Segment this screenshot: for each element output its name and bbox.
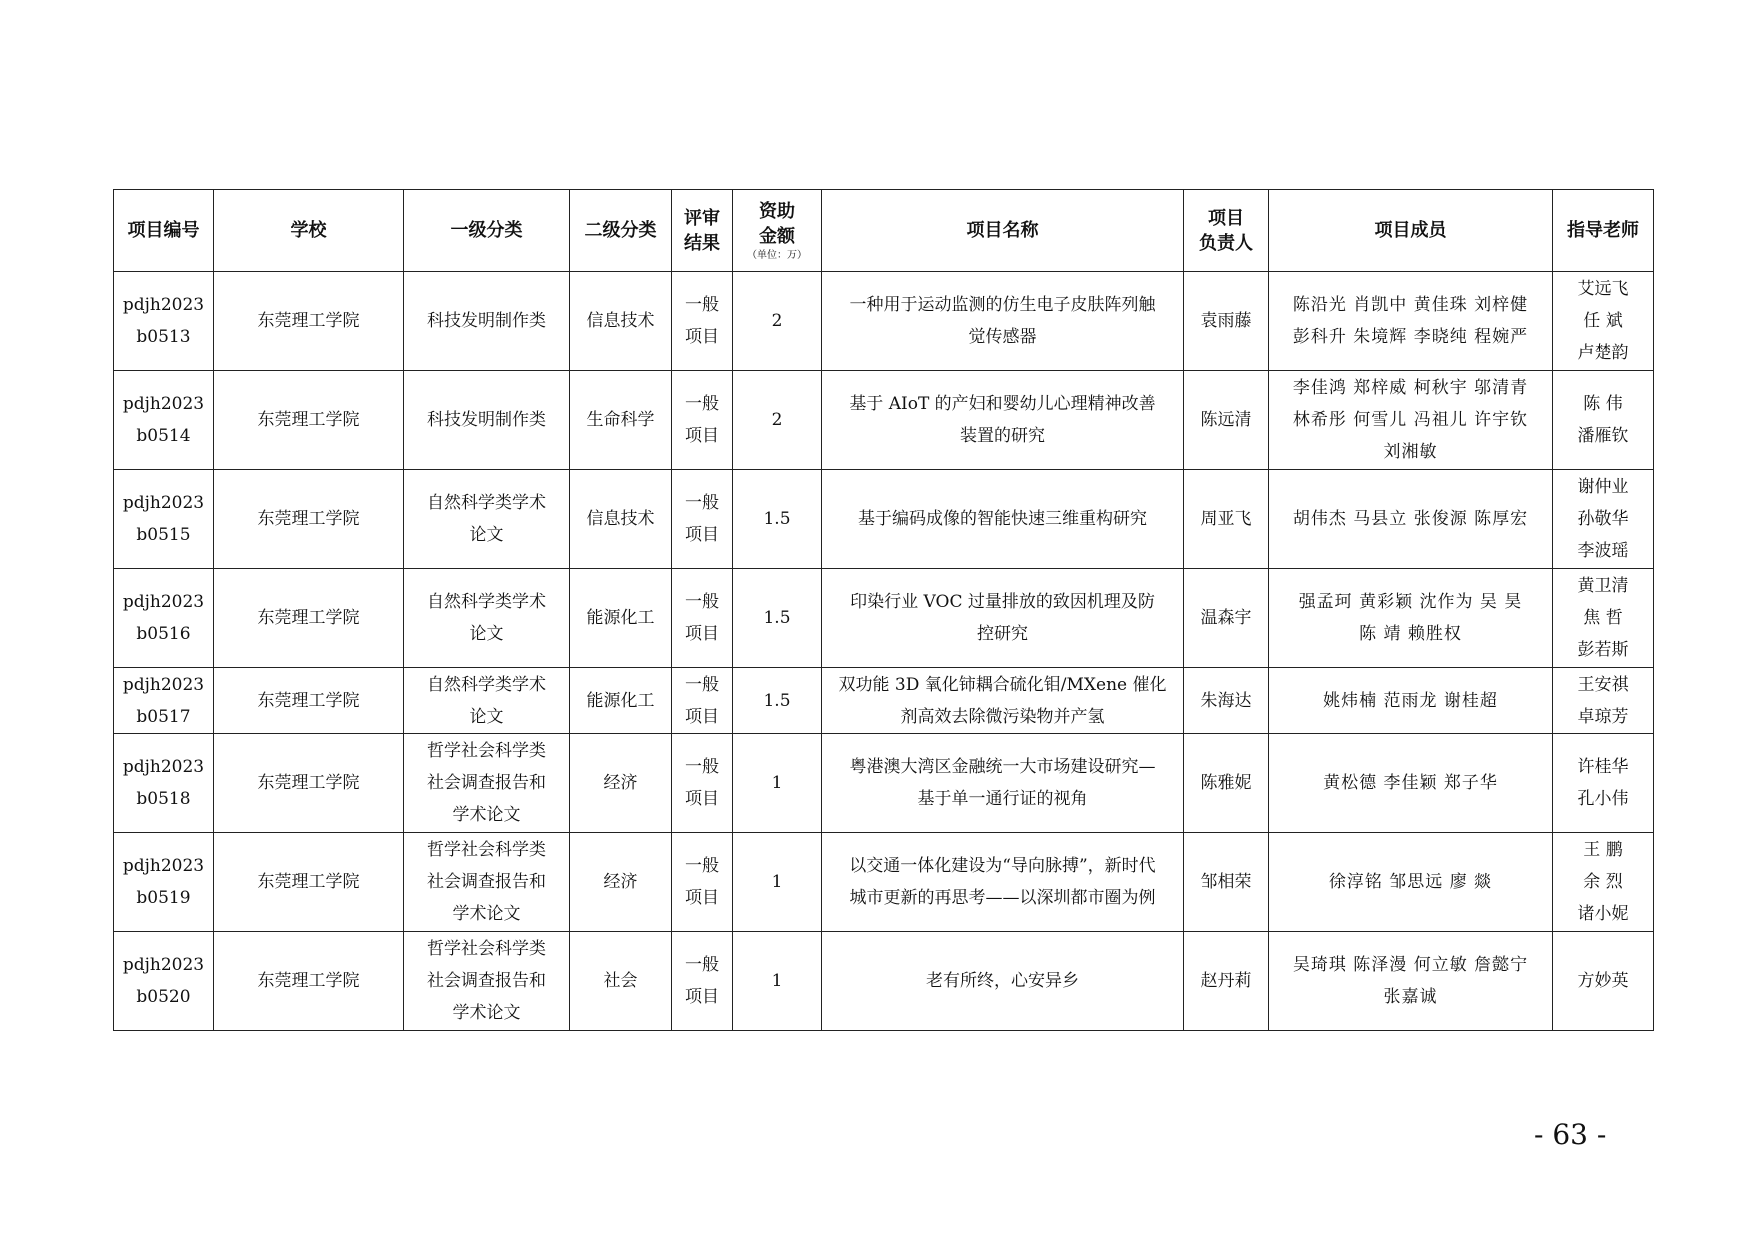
header-members: 项目成员 — [1269, 190, 1553, 272]
cell-cat2: 经济 — [570, 734, 672, 833]
cell-school: 东莞理工学院 — [214, 932, 404, 1031]
cell-advisor: 陈 伟 潘雁钦 — [1553, 371, 1654, 470]
cell-cat1: 自然科学类学术 论文 — [404, 668, 570, 734]
cell-cat1: 自然科学类学术 论文 — [404, 470, 570, 569]
header-amount — [733, 190, 822, 272]
table-row — [114, 734, 1654, 833]
cell-advisor: 许桂华 孔小伟 — [1553, 734, 1654, 833]
cell-name: 老有所终，心安异乡 — [822, 932, 1184, 1031]
table-row — [114, 272, 1654, 371]
cell-school: 东莞理工学院 — [214, 833, 404, 932]
cell-name: 粤港澳大湾区金融统一大市场建设研究— 基于单一通行证的视角 — [822, 734, 1184, 833]
cell-name: 双功能 3D 氧化铈耦合硫化钼/MXene 催化 剂高效去除微污染物并产氢 — [822, 668, 1184, 734]
cell-result: 一般 项目 — [672, 932, 733, 1031]
cell-result: 一般 项目 — [672, 371, 733, 470]
cell-advisor: 黄卫清 焦 哲 彭若斯 — [1553, 569, 1654, 668]
table-row — [114, 371, 1654, 470]
cell-cat1: 哲学社会科学类 社会调查报告和 学术论文 — [404, 833, 570, 932]
cell-leader: 朱海达 — [1184, 668, 1269, 734]
cell-amount: 1.5 — [733, 668, 822, 734]
cell-name: 以交通一体化建设为“导向脉搏”，新时代 城市更新的再思考——以深圳都市圈为例 — [822, 833, 1184, 932]
cell-result: 一般 项目 — [672, 734, 733, 833]
cell-members: 徐淳铭 邹思远 廖 燚 — [1269, 833, 1553, 932]
cell-advisor: 谢仲业 孙敬华 李波瑶 — [1553, 470, 1654, 569]
table-row — [114, 833, 1654, 932]
cell-code: pdjh2023 b0513 — [114, 272, 214, 371]
cell-members: 黄松德 李佳颖 郑子华 — [1269, 734, 1553, 833]
table-header — [114, 190, 1654, 272]
cell-leader: 赵丹莉 — [1184, 932, 1269, 1031]
cell-school: 东莞理工学院 — [214, 371, 404, 470]
cell-amount: 1.5 — [733, 470, 822, 569]
cell-amount: 2 — [733, 371, 822, 470]
project-table — [113, 189, 1654, 1031]
cell-leader: 温森宇 — [1184, 569, 1269, 668]
cell-cat1: 哲学社会科学类 社会调查报告和 学术论文 — [404, 734, 570, 833]
cell-advisor: 方妙英 — [1553, 932, 1654, 1031]
table-row — [114, 668, 1654, 734]
table-row — [114, 569, 1654, 668]
cell-result: 一般 项目 — [672, 272, 733, 371]
cell-result: 一般 项目 — [672, 569, 733, 668]
cell-result: 一般 项目 — [672, 470, 733, 569]
header-school: 学校 — [214, 190, 404, 272]
cell-leader: 陈远清 — [1184, 371, 1269, 470]
cell-code: pdjh2023 b0514 — [114, 371, 214, 470]
cell-cat2: 经济 — [570, 833, 672, 932]
cell-amount: 1 — [733, 932, 822, 1031]
cell-code: pdjh2023 b0516 — [114, 569, 214, 668]
cell-cat2: 信息技术 — [570, 272, 672, 371]
cell-school: 东莞理工学院 — [214, 470, 404, 569]
header-result: 评审 结果 — [672, 190, 733, 272]
cell-members: 陈沿光 肖凯中 黄佳珠 刘梓健 彭科升 朱境辉 李晓纯 程婉严 — [1269, 272, 1553, 371]
header-amount-unit: （单位：万） — [747, 249, 807, 261]
cell-cat2: 能源化工 — [570, 668, 672, 734]
cell-advisor: 王安祺 卓琼芳 — [1553, 668, 1654, 734]
cell-school: 东莞理工学院 — [214, 272, 404, 371]
cell-cat2: 生命科学 — [570, 371, 672, 470]
cell-cat1: 哲学社会科学类 社会调查报告和 学术论文 — [404, 932, 570, 1031]
cell-code: pdjh2023 b0515 — [114, 470, 214, 569]
header-name: 项目名称 — [822, 190, 1184, 272]
cell-result: 一般 项目 — [672, 668, 733, 734]
cell-advisor: 王 鹏 余 烈 诸小妮 — [1553, 833, 1654, 932]
header-leader: 项目 负责人 — [1184, 190, 1269, 272]
header-cat1: 一级分类 — [404, 190, 570, 272]
cell-code: pdjh2023 b0520 — [114, 932, 214, 1031]
cell-amount: 1.5 — [733, 569, 822, 668]
cell-cat1: 科技发明制作类 — [404, 272, 570, 371]
cell-leader: 周亚飞 — [1184, 470, 1269, 569]
header-code: 项目编号 — [114, 190, 214, 272]
cell-members: 李佳鸿 郑梓威 柯秋宇 邬清青 林希彤 何雪儿 冯祖儿 许宇钦 刘湘敏 — [1269, 371, 1553, 470]
cell-members: 吴琦琪 陈泽漫 何立敏 詹懿宁 张嘉诚 — [1269, 932, 1553, 1031]
cell-leader: 邹相荣 — [1184, 833, 1269, 932]
cell-school: 东莞理工学院 — [214, 569, 404, 668]
cell-code: pdjh2023 b0518 — [114, 734, 214, 833]
cell-name: 一种用于运动监测的仿生电子皮肤阵列触 觉传感器 — [822, 272, 1184, 371]
cell-members: 胡伟杰 马县立 张俊源 陈厚宏 — [1269, 470, 1553, 569]
cell-code: pdjh2023 b0517 — [114, 668, 214, 734]
cell-leader: 袁雨藤 — [1184, 272, 1269, 371]
cell-code: pdjh2023 b0519 — [114, 833, 214, 932]
cell-cat1: 自然科学类学术 论文 — [404, 569, 570, 668]
cell-amount: 1 — [733, 734, 822, 833]
cell-school: 东莞理工学院 — [214, 734, 404, 833]
cell-name: 印染行业 VOC 过量排放的致因机理及防 控研究 — [822, 569, 1184, 668]
cell-leader: 陈雅妮 — [1184, 734, 1269, 833]
header-advisor: 指导老师 — [1553, 190, 1654, 272]
page-number: - 63 - — [1534, 1118, 1607, 1151]
cell-advisor: 艾远飞 任 斌 卢楚韵 — [1553, 272, 1654, 371]
header-amount-label: 资助 金额 — [759, 200, 795, 247]
cell-cat2: 信息技术 — [570, 470, 672, 569]
table-row — [114, 470, 1654, 569]
cell-school: 东莞理工学院 — [214, 668, 404, 734]
cell-cat2: 能源化工 — [570, 569, 672, 668]
table-row — [114, 932, 1654, 1031]
cell-amount: 1 — [733, 833, 822, 932]
cell-amount: 2 — [733, 272, 822, 371]
cell-members: 强孟珂 黄彩颖 沈作为 吴 昊 陈 靖 赖胜权 — [1269, 569, 1553, 668]
cell-name: 基于 AIoT 的产妇和婴幼儿心理精神改善 装置的研究 — [822, 371, 1184, 470]
cell-result: 一般 项目 — [672, 833, 733, 932]
cell-members: 姚炜楠 范雨龙 谢桂超 — [1269, 668, 1553, 734]
table-body — [114, 272, 1654, 1031]
header-cat2: 二级分类 — [570, 190, 672, 272]
cell-name: 基于编码成像的智能快速三维重构研究 — [822, 470, 1184, 569]
cell-cat1: 科技发明制作类 — [404, 371, 570, 470]
cell-cat2: 社会 — [570, 932, 672, 1031]
